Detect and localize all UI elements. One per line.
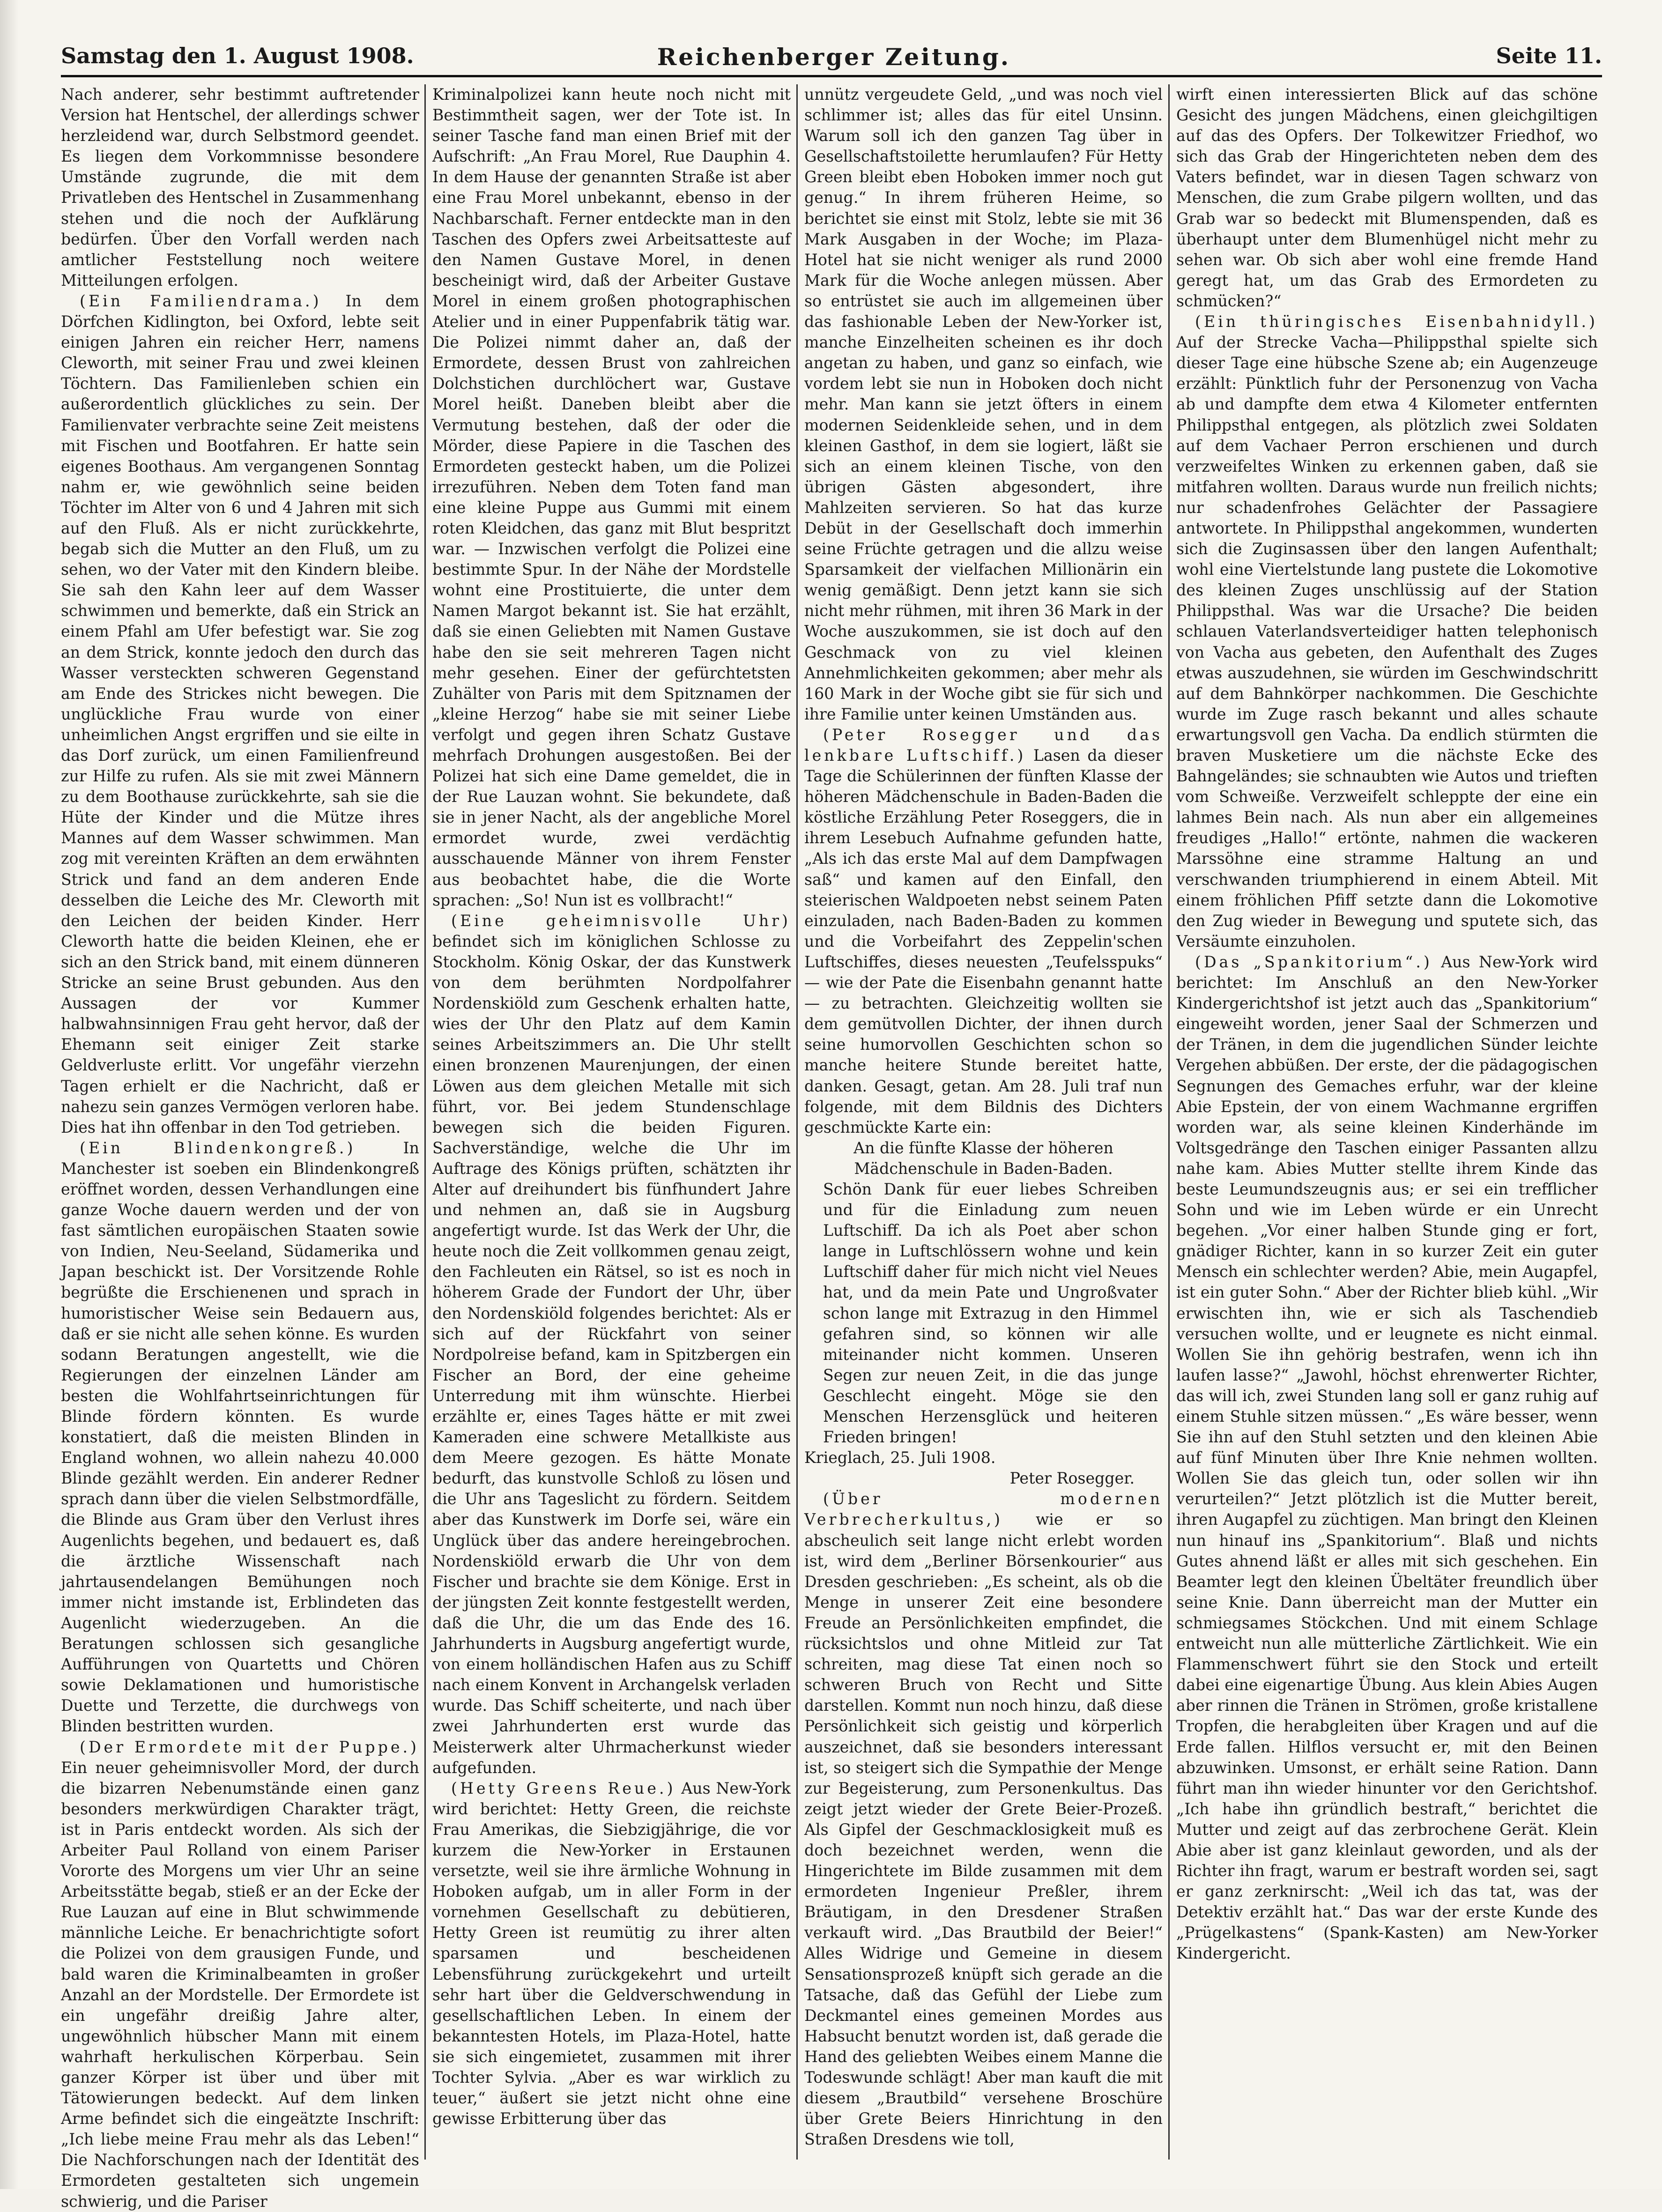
article-text: wirft einen interessierten Blick auf das schöne Gesicht des jungen Mädchens, einen gleichgiltigen auf das des Opfers. Der Tolkewitzer Friedhof, wo sich das Grab der Hingerichteten neben dem des Vaters befindet, war in diesen Tagen schwarz von Menschen, die zum Grabe pilgern wollten, und das Grab war so bedeckt mit Blumenspenden, daß es überhaupt unter dem Blumenhügel nicht mehr zu sehen war. Ob sich aber wohl eine fremde Hand geregt hat, um das Grab des Ermordeten zu schmücken?“ — [1176, 85, 1598, 310]
header-date: Samstag den 1. August 1908. — [61, 43, 414, 68]
article-heading: (Ein Familiendrama.) — [80, 291, 322, 310]
article-text: wie er so abscheulich seit lange nicht erlebt worden ist, wird dem „Berliner Börsenkourier“ aus Dresden geschrieben: „Es scheint, als ob die Menge in unserer Zeit eine besondere Freude an Persönlichkeiten empfindet, die rücksichtslos und ohne Mitleid zur Tat schreiten, mag diese Tat einen noch so schweren Bruch von Recht und Sitte darstellen. Kommt nun noch hinzu, daß diese Persönlichkeit sich geistig und körperlich auszeichnet, daß sie besonders interessant ist, so steigert sich die Sympathie der Menge zur Begeisterung, zum Personenkultus. Das zeigt jetzt wieder der Grete Beier-Prozeß. Als Gipfel der Geschmacklosigkeit muß es doch bezeichnet werden, wenn die Hingerichtete im Bilde zusammen mit dem ermordeten Ingenieur Preßler, ihrem Bräutigam, in den Dresdener Straßen verkauft wird. „Das Brautbild der Beier!“ Alles Widrige und Gemeine in diesem Sensationsprozeß knüpft sich gerade an die Tatsache, daß das Gefühl der Liebe zum Deckmantel eines gemeinen Mordes aus Habsucht benutzt worden ist, daß gerade die Hand des geliebten Weibes einem Manne die Todeswunde schlägt! Aber man kauft die mit diesem „Brautbild“ versehene Broschüre über Grete Beiers Hinrichtung in den Straßen Dresdens wie toll, — [804, 1510, 1163, 2149]
article-heading: (Das „Spankitorium“.) — [1195, 952, 1432, 971]
article-text: In Manchester ist soeben ein Blindenkongreß eröffnet worden, dessen Verhandlungen eine ganze Woche dauern werden und der von fast sämtlichen europäischen Staaten sowie von Indien, Neu-Seeland, Südamerika und Japan beschickt ist. Der Vorsitzende Rohle begrüßte die Erschienenen und sprach in humoristischer Weise sein Bedauern aus, daß er sie nicht alle sehen könne. Es wurden sodann Beratungen angestellt, wie die Regierungen der einzelnen Länder am besten die Wohlfahrtseinrichtungen für Blinde fördern könnten. Es wurde konstatiert, daß die meisten Blinden in England wohnen, wo allein nahezu 40.000 Blinde gezählt werden. Ein anderer Redner sprach dann über die vielen Selbstmordfälle, die Blinde aus Gram über den Verlust ihres Augenlichts begehen, und bedauert es, daß die ärztliche Wissenschaft nach jahrtausendelangen Bemühungen noch immer nicht imstande ist, Erblindeten das Augenlicht wiederzugeben. An die Beratungen schlossen sich gesangliche Aufführungen von Quartetts und Chören sowie Deklamationen und humoristische Duette und Terzette, die durchwegs von Blinden bestritten wurden. — [61, 1138, 419, 1736]
article-text: unnütz vergeudete Geld, „und was noch viel schlimmer ist; alles das für eitel Unsinn. Warum soll ich den ganzen Tag über in Gesellschaftstoilette herumlaufen? Für Hetty Green bleibt eben Hoboken immer noch gut genug.“ In ihrem früheren Heime, so berichtet sie einst mit Stolz, lebte sie mit 36 Mark Ausgaben in der Woche; im Plaza-Hotel hat sie nicht weniger als rund 2000 Mark für die Woche anlegen müssen. Aber so entrüstet sie auch im allgemeinen über das fashionable Leben der New-Yorker ist, manche Einzelheiten scheinen es ihr doch angetan zu haben, und ganz so einfach, wie vordem lebt sie nun in Hoboken doch nicht mehr. Man kann sie jetzt öfters in einem modernen Seidenkleide sehen, und in dem kleinen Gasthof, in dem sie logiert, läßt sie sich an einem kleinen Tische, von den übrigen Gästen abgesondert, ihre Mahlzeiten servieren. So hat das kurze Debüt in der Gesellschaft doch immerhin seine Früchte getragen und die allzu weise Sparsamkeit der vielfachen Millionärin ein wenig gemäßigt. Denn jetzt kann sie sich nicht mehr rühmen, mit ihren 36 Mark in der Woche auszukommen, sie ist doch auf den Geschmack von zu viel kleinen Annehmlichkeiten gekommen; aber mehr als 160 Mark in der Woche gibt sie für sich und ihre Familie unter keinen Umständen aus. — [804, 85, 1163, 723]
article-ermordete-puppe — [61, 1737, 419, 2212]
article-text: Aus New-York wird berichtet: Hetty Green, die reichste Frau Amerikas, die Siebzigjährige, die vor kurzem die New-Yorker in Erstaunen versetzte, weil sie ihre ärmliche Wohnung in Hoboken aufgab, um in aller Form in der vornehmen Gesellschaft zu debütieren, Hetty Green ist reumütig zu ihrer alten sparsamen und bescheidenen Lebensführung zurückgekehrt und urteilt sehr hart über die Geldverschwendung in gesellschaftlichen Leben. In einem der bekanntesten Hotels, im Plaza-Hotel, hatte sie sich eingemietet, zusammen mit ihrer Tochter Sylvia. „Aber es war wirklich zu teuer,“ äußert sie jetzt nicht ohne eine gewisse Erbitterung über das — [432, 1779, 791, 2128]
page-header — [61, 43, 1602, 71]
column-divider — [1168, 84, 1170, 2160]
article-text: In dem Dörfchen Kidlington, bei Oxford, lebte seit einigen Jahren ein reicher Herr, namens Cleworth, mit seiner Frau und zwei kleinen Töchtern. Das Familienleben schien ein außerordentlich glückliches zu sein. Der Familienvater verbrachte seine Zeit meistens mit Fischen und Bootfahren. Er hatte sein eigenes Boothaus. Am vergangenen Sonntag nahm er, wie gewöhnlich seine beiden Töchter im Alter von 6 und 4 Jahren mit sich auf den Fluß. Als er nicht zurückkehrte, begab sich die Mutter an den Fluß, um zu sehen, wo der Vater mit den Kindern bleibe. Sie sah den Kahn leer auf dem Wasser schwimmen und bemerkte, daß ein Strick an einem Pfahl am Ufer befestigt war. Sie zog an dem Strick, konnte jedoch den durch das Wasser versteckten schweren Gegenstand am Ende des Strickes nicht bewegen. Die unglückliche Frau wurde von einer unheimlichen Angst ergriffen und sie eilte in das Dorf zurück, um einen Familienfreund zur Hilfe zu rufen. Als sie mit zwei Männern zu dem Boothause zurückkehrte, sah sie die Hüte der Kinder und die Mütze ihres Mannes auf dem Wasser schwimmen. Man zog mit vereinten Kräften an dem erwähnten Strick und fand an dem anderen Ende desselben die Leiche des Mr. Cleworth mit den Leichen der beiden Kinder. Herr Cleworth hatte die beiden Kleinen, ehe er sich an den Strick band, mit einem dünneren Stricke an seine Brust gebunden. Aus den Aussagen der vor Kummer halbwahnsinnigen Frau geht hervor, daß der Ehemann seit einiger Zeit starke Geldverluste erlitt. Vor ungefähr vierzehn Tagen erhielt er die Nachricht, daß er nahezu sein ganzes Vermögen verloren habe. Dies hat ihn offenbar in den Tod getrieben. — [61, 291, 419, 1136]
letter-signoff-place: Krieglach, 25. Juli 1908. — [804, 1448, 996, 1467]
header-page-number: Seite 11. — [1496, 43, 1602, 68]
column-4 — [1176, 84, 1598, 2160]
header-masthead: Reichenberger Zeitung. — [657, 43, 1011, 71]
column-divider — [424, 84, 426, 2160]
article-rosegger — [804, 725, 1163, 1138]
article-text: Aus New-York wird berichtet: Im Anschluß an den New-Yorker Kindergerichtshof ist jetzt auch das „Spankitorium“ eingeweiht worden, jener Saal der Schmerzen und der Tränen, in dem die jugendlichen Sünder leichte Vergehen abbüßen. Der erste, der die pädagogischen Segnungen des Gemaches erfuhr, war der kleine Abie Epstein, der von einem Wachmanne ergriffen worden war, als seine kleinen Kinderhände im Voltsgedränge den Taschen einiger Passanten allzu nahe kam. Abies Mutter stellte ihrem Kinde das beste Leumundszeugnis aus; er sei ein trefflicher Sohn und wie im Leben würde er ein Unrecht begehen. „Vor einer halben Stunde ging er fort, gnädiger Richter, kann in so kurzer Zeit ein guter Mensch ein schlechter werden? Abie, mein Augapfel, ist ein guter Sohn.“ Aber der Richter blieb kühl. „Wir erwischten ihn, wie er sich als Taschendieb versuchen wollte, und er leugnete es nicht einmal. Wollen Sie ihn gehörig bestrafen, wenn ich ihn laufen lasse?“ „Jawohl, höchst ehrenwerter Richter, das will ich, zwei Stunden lang soll er ganz ruhig auf einem Stuhle sitzen müssen.“ „Es wäre besser, wenn Sie ihn auf den Stuhl setzten und den kleinen Abie auf fünf Minuten über Ihre Knie nehmen wollten. Wollen Sie das gleich tun, oder sollen wir ihn verurteilen?“ Jetzt plötzlich ist die Mutter bereit, ihren Augapfel zu züchtigen. Man bringt den Kleinen nun hinauf ins „Spankitorium“. Blaß und nichts Gutes ahnend läßt er alles mit sich geschehen. Ein Beamter legt den kleinen Übeltäter freundlich über seine Knie. Dann überreicht man der Mutter ein schmiegsames Stöckchen. Und mit einem Schlage entweicht nun alle mütterliche Zärtlichkeit. Wie ein Flammenschwert führt sie den Stock und erteilt dabei eine eigenartige Übung. Aus klein Abies Augen aber rinnen die Tränen in Strömen, große kristallene Tropfen, die herabgleiten über Kragen und auf die Erde fallen. Hilflos versucht er, mit den Beinen abzuwinken. Umsonst, er erhält seine Ration. Dann führt man ihn wieder hinunter vor den Gerichtshof. „Ich habe ihn gründlich bestraft,“ berichtet die Mutter und zeigt auf das zerbrochene Gerät. Klein Abie aber ist ganz kleinlaut geworden, und als der Richter ihn fragt, warum er bestraft worden sei, sagt er ganz zerknirscht: „Weil ich das tat, was der Detektiv erzählt hat.“ Das war der erste Kunde des „Prügelkastens“ (Spank-Kasten) am New-Yorker Kindergericht. — [1176, 952, 1598, 1963]
article-verbrecherkultus — [804, 1489, 1163, 2150]
article-heading: (Über modernen Verbrecherkultus,) — [804, 1490, 1163, 1529]
column-divider — [796, 84, 798, 2160]
article-familiendrama — [61, 291, 419, 1138]
column-1 — [61, 84, 419, 2211]
article-text: Auf der Strecke Vacha—Philippsthal spielte sich dieser Tage eine hübsche Szene ab; ein Augenzeuge erzählt: Pünktlich fuhr der Personenzug von Vacha ab und dampfte dem etwa 4 Kilometer entfernten Philippsthal entgegen, als plötzlich zwei Soldaten auf dem Vachaer Perron erschienen und durch verzweifeltes Winken zu erkennen gaben, daß sie mitfahren wollten. Daraus wurde nun freilich nichts; nur schadenfrohes Gelächter der Passagiere antwortete. In Philippsthal angekommen, wunderten sich die Zuginsassen über den langen Aufenthalt; wohl eine Viertelstunde lang pustete die Lokomotive des kleinen Zuges unschlüssig auf der Station Philippsthal. Was war die Ursache? Die beiden schlauen Vaterlandsverteidiger hatten telephonisch von Vacha aus gebeten, den Aufenthalt des Zuges etwas auszudehnen, sie würden im Geschwindschritt auf dem Bahnkörper nachkommen. Die Geschichte wurde im Zuge rasch bekannt und alles schaute erwartungsvoll gen Vacha. Da endlich stürmten die braven Musketiere um die nächste Ecke des Bahngeländes; sie schnaubten wie Autos und trieften vom Schweiße. Verzweifelt schleppte der eine ein lahmes Bein nach. Als nun aber ein allgemeines freudiges „Hallo!“ ertönte, nahmen die wackeren Marssöhne eine stramme Haltung an und verschwanden triumphierend in einem Abteil. Mit einem fröhlichen Pfiff setzte dann die Lokomotive den Zug wieder in Bewegung und sputete sich, das Versäumte einzuholen. — [1176, 333, 1598, 950]
article-text: Nach anderer, sehr bestimmt auftretender Version hat Hentschel, der allerdings schwer herzleidend war, durch Selbstmord geendet. Es liegen dem Vorkommnisse besondere Umstände zugrunde, die mit dem Privatleben des Hentschel in Zusammenhang stehen und die noch der Aufklärung bedürfen. Über den Vorfall werden nach amtlicher Feststellung noch weitere Mitteilungen erfolgen. — [61, 85, 419, 289]
letter-body: Schön Dank für euer liebes Schreiben und für die Einladung zum neuen Luftschiff. Da ich als Poet aber schon lange in Luftschlössern wohne und kein Luftschiff daher für mich nicht viel Neues hat, und da mein Pate und Ungroßvater schon lange mit Extrazug in den Himmel gefahren sind, so können wir alle miteinander nicht kommen. Unseren Segen zur neuen Zeit, in die das junge Geschlecht eingeht. Möge sie den Menschen Herzensglück und heiteren Frieden bringen! — [823, 1180, 1158, 1447]
article-text: Lasen da dieser Tage die Schülerinnen der fünften Klasse der höheren Mädchenschule in Baden-Baden die köstliche Erzählung Peter Roseggers, die in ihrem Lesebuch Aufnahme gefunden hatte, „Als ich das erste Mal auf dem Dampfwagen saß“ und kamen auf den Einfall, den steierischen Waldpoeten nebst seinem Paten einzuladen, nach Baden-Baden zu kommen und die Vorbeifahrt des Zeppelin'schen Luftschiffes, dieses neuesten „Teufelsspuks“ — wie der Pate die Eisenbahn genannt hatte — zu betrachten. Gleichzeitig wollten sie dem gemütvollen Dichter, der ihnen durch seine humorvollen Geschichten schon so manche heitere Stunde bereitet hatte, danken. Gesagt, getan. Am 28. Juli traf nun folgende, mit dem Bildnis des Dichters geschmückte Karte ein: — [804, 746, 1163, 1136]
article-text: befindet sich im königlichen Schlosse zu Stockholm. König Oskar, der das Kunstwerk von dem berühmten Nordpolfahrer Nordenskiöld zum Geschenk erhalten hatte, wies der Uhr den Platz auf dem Kamin seines Arbeitszimmers an. Die Uhr stellt einen bronzenen Maurenjungen, der einen Löwen aus dem gleichen Metalle mit sich führt, vor. Bei jedem Stundenschlage bewegen sich die beiden Figuren. Sachverständige, welche die Uhr im Auftrage des Königs prüften, schätzten ihr Alter auf dreihundert bis fünfhundert Jahre und nehmen an, daß sie in Augsburg angefertigt wurde. Ist das Werk der Uhr, die heute noch die Zeit vollkommen genau zeigt, den Fachleuten ein Rätsel, so ist es noch in höherem Grade der Fundort der Uhr, über den Nordenskiöld folgendes berichtet: Als er sich auf der Rückfahrt von seiner Nordpolreise befand, kam in Spitzbergen ein Fischer an Bord, der eine geheime Unterredung mit ihm wünschte. Hierbei erzählte er, eines Tages hätte er mit zwei Kameraden eine schwere Metallkiste aus dem Meere gezogen. Es hätte Monate bedurft, das kunstvolle Schloß zu lösen und die Uhr ans Tageslicht zu fördern. Seitdem aber das Kunstwerk im Dorfe sei, wäre ein Unglück über das andere hereingebrochen. Nordenskiöld erwarb die Uhr von dem Fischer und brachte sie dem Könige. Erst in der jüngsten Zeit konnte festgestellt werden, daß die Uhr, die um das Ende des 16. Jahrhunderts in Augsburg angefertigt wurde, von einem holländischen Hafen aus zu Schiff nach einem Konvent in Archangelsk verladen wurde. Das Schiff scheiterte, und nach über zwei Jahrhunderten erst wurde das Meisterwerk alter Uhrmacherkunst wieder aufgefunden. — [432, 932, 791, 1777]
header-rule — [61, 75, 1602, 77]
article-heading: (Ein thüringisches Eisenbahnidyll.) — [1195, 312, 1598, 331]
article-eisenbahnidyll — [1176, 312, 1598, 952]
article-hetty-green — [432, 1778, 791, 2130]
column-2 — [432, 84, 791, 2160]
letter-signoff-name: Peter Rosegger. — [1009, 1469, 1135, 1488]
article-geheimnisvolle-uhr — [432, 911, 791, 1778]
article-blindenkongress — [61, 1138, 419, 1737]
letter-dedication: An die fünfte Klasse der höheren Mädchenschule in Baden-Baden. — [853, 1138, 1113, 1178]
article-heading: (Hetty Greens Reue.) — [451, 1779, 676, 1797]
article-text: Ein neuer geheimnisvoller Mord, der durch die bizarren Nebenumstände einen ganz besonders merkwürdigen Charakter trägt, ist in Paris entdeckt worden. Als sich der Arbeiter Paul Rolland von einem Pariser Vororte des Morgens um vier Uhr an seine Arbeitsstätte begab, stieß er an der Ecke der Rue Lauzan auf eine in Blut schwimmende männliche Leiche. Er benachrichtigte sofort die Polizei von dem grausigen Funde, und bald waren die Kriminalbeamten in großer Anzahl an der Mordstelle. Der Ermordete ist ein ungefähr dreißig Jahre alter, ungewöhnlich hübscher Mann mit einem wahrhaft herkulischen Körperbau. Sein ganzer Körper ist über und über mit Tätowierungen bedeckt. Auf dem linken Arme befindet sich die eingeätzte Inschrift: „Ich liebe meine Frau mehr als das Leben!“ Die Nachforschungen nach der Identität des Ermordeten gestalteten sich ungemein schwierig, und die Pariser — [61, 1758, 419, 2211]
article-spankitorium — [1176, 952, 1598, 1964]
article-heading: (Der Ermordete mit der Puppe.) — [80, 1737, 419, 1756]
article-heading: (Peter Rosegger und das lenkbare Luftschiff.) — [804, 725, 1163, 765]
scan-edge-shadow — [0, 0, 19, 2189]
article-text: Kriminalpolizei kann heute noch nicht mit Bestimmtheit sagen, wer der Tote ist. In seiner Tasche fand man einen Brief mit der Aufschrift: „An Frau Morel, Rue Dauphin 4. In dem Hause der genannten Straße ist aber eine Frau Morel unbekannt, ebenso in der Nachbarschaft. Ferner entdeckte man in den Taschen des Opfers zwei Arbeitsatteste auf den Namen Gustave Morel, in denen bescheinigt wird, daß der Arbeiter Gustave Morel in einem großen photographischen Atelier und in einer Puppenfabrik tätig war. Die Polizei nimmt daher an, daß der Ermordete, dessen Brust von zahlreichen Dolchstichen durchlöchert war, Gustave Morel heißt. Daneben bleibt aber die Vermutung bestehen, daß der oder die Mörder, diese Papiere in die Taschen des Ermordeten gesteckt haben, um die Polizei irrezuführen. Neben dem Toten fand man eine kleine Puppe aus Gummi mit einem roten Kleidchen, das ganz mit Blut bespritzt war. — Inzwischen verfolgt die Polizei eine bestimmte Spur. In der Nähe der Mordstelle wohnt eine Prostituierte, die unter dem Namen Margot bekannt ist. Sie hat erzählt, daß sie einen Geliebten mit Namen Gustave habe den sie seit mehreren Tagen nicht mehr gesehen. Einer der gefürchtetsten Zuhälter von Paris mit dem Spitznamen der „kleine Herzog“ habe sie mit seiner Liebe verfolgt und gegen ihren Schatz Gustave mehrfach Drohungen ausgestoßen. Bei der Polizei hat sich eine Dame gemeldet, die in der Rue Lauzan wohnt. Sie bekundete, daß sie in jener Nacht, als der angebliche Morel ermordet wurde, zwei verdächtig ausschauende Männer von ihrem Fenster aus beobachtet habe, die die Worte sprachen: „So! Nun ist es vollbracht!“ — [432, 85, 791, 909]
article-heading: (Ein Blindenkongreß.) — [80, 1138, 356, 1157]
article-heading: (Eine geheimnisvolle Uhr) — [451, 911, 791, 930]
column-3 — [804, 84, 1163, 2160]
